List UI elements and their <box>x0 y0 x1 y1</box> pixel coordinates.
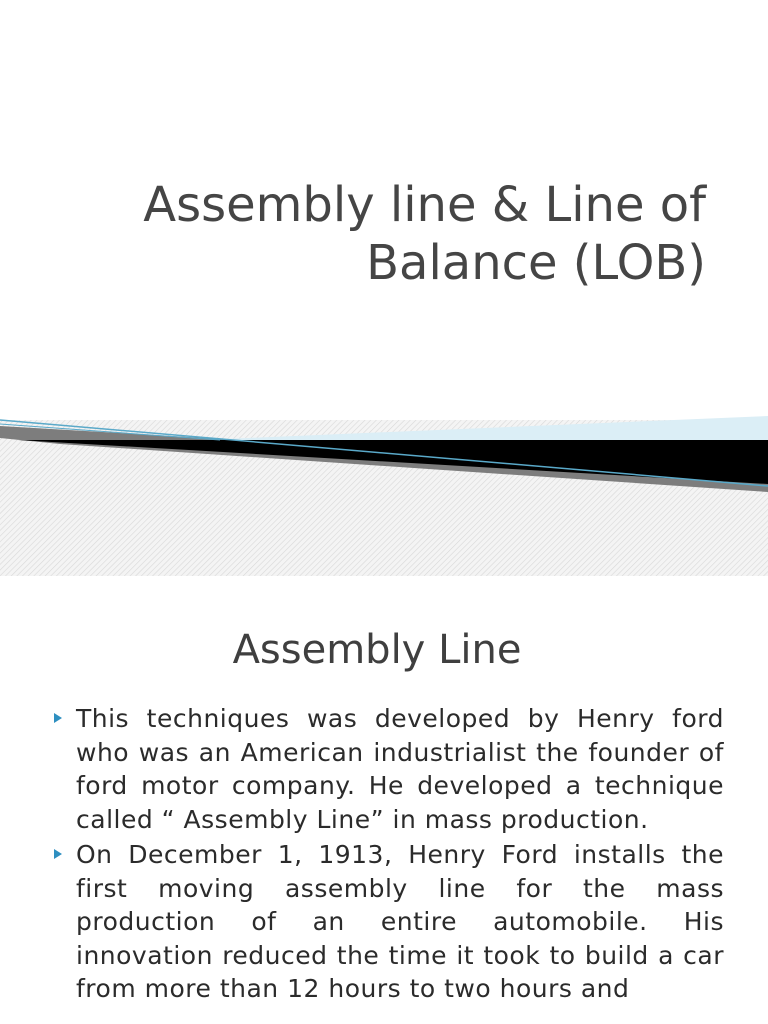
decorative-band <box>0 400 768 576</box>
slide-title <box>60 176 706 292</box>
triangle-bullet-icon <box>54 713 62 723</box>
bullet-list <box>48 702 724 1008</box>
title-line-1: Assembly line & Line of <box>143 177 706 233</box>
slide-heading: Assembly Line <box>232 627 522 673</box>
title-line-2: Balance (LOB) <box>366 235 706 291</box>
list-item <box>48 702 724 836</box>
triangle-bullet-icon <box>54 849 62 859</box>
bullet-text: This techniques was developed by Henry ford who was an American industrialist the founder of ford motor company. He developed a technique called “ Assembly Line” in mass production. <box>76 704 724 834</box>
list-item <box>48 838 724 1006</box>
content-slide <box>0 576 768 1024</box>
bullet-text: On December 1, 1913, Henry Ford installs the first moving assembly line for the mass production of an entire automobile. His innovation reduced the time it took to build a car from more than 12 hours to two hours and <box>76 840 724 1003</box>
